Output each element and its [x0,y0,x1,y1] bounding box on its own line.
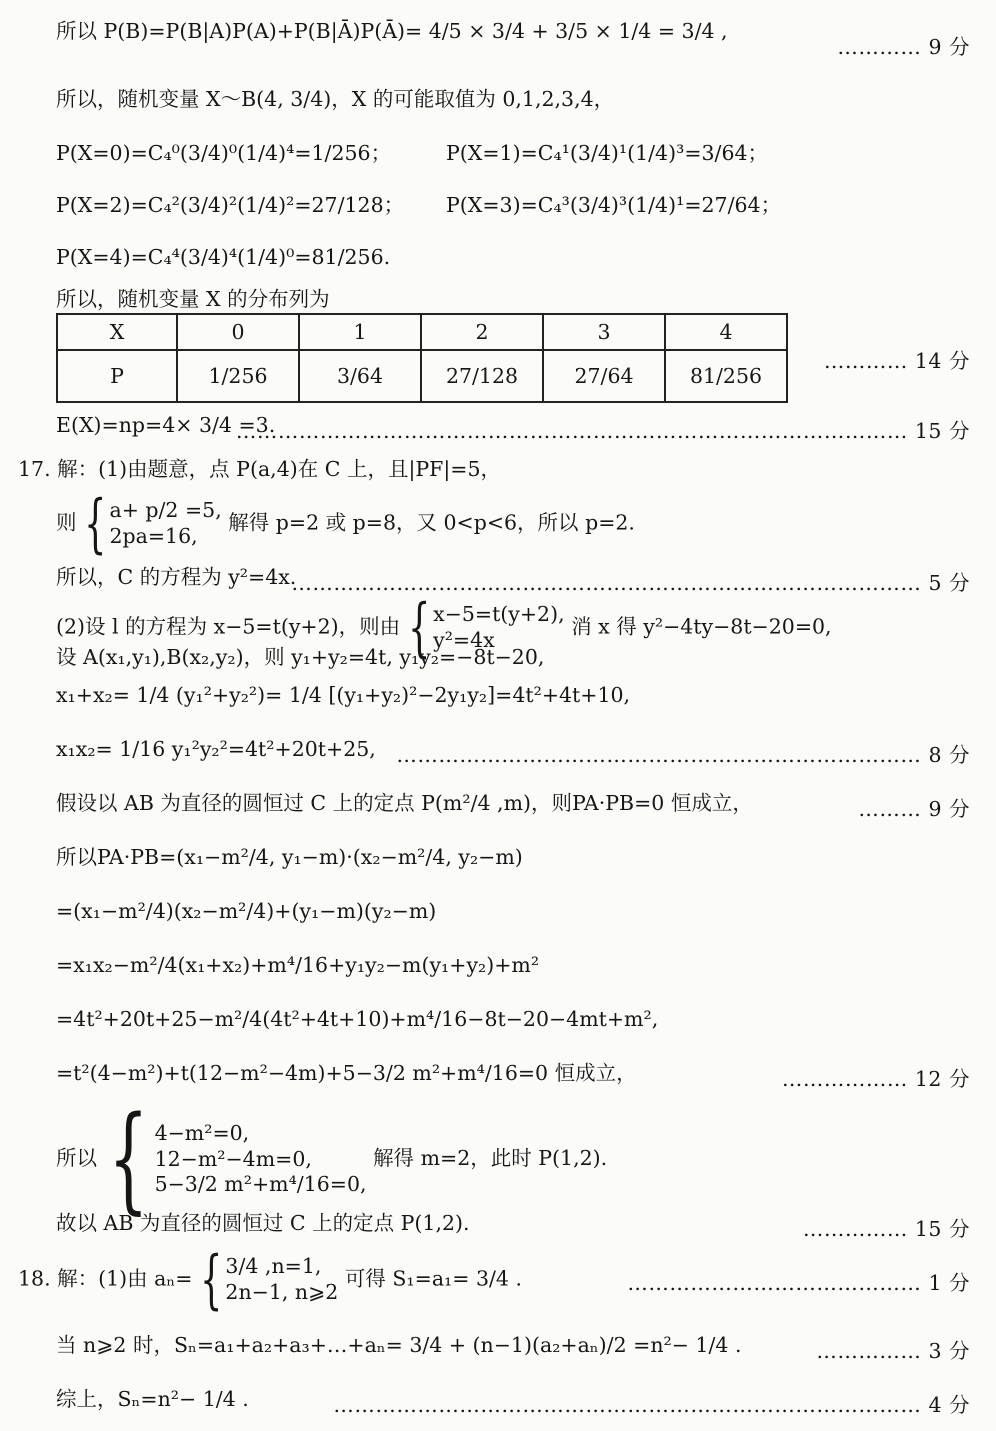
table-cell: P [57,350,177,402]
dot-product-4: =t²(4−m²)+t(12−m²−4m)+5−3/2 m²+m⁴/16=0 恒成立， [56,1061,637,1085]
dot-product-1: =(x₁−m²/4)(x₂−m²/4)+(y₁−m)(y₂−m) [56,899,437,923]
eliminate-x: 消 x 得 y²−4ty−8t−20=0, [571,614,832,639]
score-15a: …………………………………………………………………………………… 15 分 [235,419,970,443]
system-row: 5−3/2 m²+m⁴/16=0, [154,1172,367,1197]
brace-icon: { [200,1242,223,1316]
table-cell: 81/256 [665,350,787,402]
sn-summary: 综上，Sₙ=n²− 1/4 . [56,1387,249,1411]
table-cell: 3/64 [299,350,421,402]
prob-x2: P(X=2)=C₄²(3/4)²(1/4)²=27/128； [56,193,405,217]
prob-x1: P(X=1)=C₄¹(3/4)¹(1/4)³=3/64； [446,141,769,165]
table-row [57,350,787,402]
prob-x3: P(X=3)=C₄³(3/4)³(1/4)¹=27/64； [446,193,782,217]
sn-formula: 当 n⩾2 时，Sₙ=a₁+a₂+a₃+…+aₙ= 3/4 + (n−1)(a₂+aₙ)/2 =n²− 1/4 . [56,1333,742,1357]
prob-x4: P(X=4)=C₄⁴(3/4)⁴(1/4)⁰=81/256. [56,245,391,269]
dot-product-2: =x₁x₂−m²/4(x₁+x₂)+m⁴/16+y₁y₂−m(y₁+y₂)+m² [56,953,540,977]
system-row: 4−m²=0, [154,1120,250,1145]
s1-value: 可得 S₁=a₁= 3/4 . [344,1266,522,1291]
system-row: 2n−1, n⩾2 [225,1279,339,1304]
score-9: ………… 9 分 [837,35,970,59]
pb-formula: 所以 P(B)=P(B|A)P(A)+P(B|Ā)P(Ā)= 4/5 × 3/4 + 3/5 × 1/4 = 3/4 , [56,19,728,43]
q17-system-line [56,486,635,560]
m-system [104,1092,367,1226]
q17-intro: 17. 解：(1)由题意，点 P(a,4)在 C 上，且|PF|=5， [18,457,502,481]
dist-intro: 所以，随机变量 X 的分布列为 [56,287,330,311]
brace-icon: { [84,486,107,560]
score-14: ………… 14 分 [823,349,970,373]
score-3: …………… 3 分 [816,1339,970,1363]
score-12: ……………… 12 分 [781,1067,970,1091]
expectation: E(X)=np=4× 3/4 =3. [56,413,276,437]
system-row: y²=4x [433,627,495,652]
score-9b: ……… 9 分 [858,797,970,821]
q18-intro: 18. 解：(1)由 aₙ= [18,1266,193,1291]
assumption: 假设以 AB 为直径的圆恒过 C 上的定点 P(m²/4 ,m)，则PA·PB=0 恒成立， [56,791,753,815]
score-5: ……………………………………………………………………………… 5 分 [291,571,970,595]
table-row [57,314,787,350]
p-system [83,486,222,560]
so-label: 所以 [56,1145,97,1170]
table-cell: 27/64 [543,350,665,402]
line-pb [56,20,728,44]
then-label: 则 [56,510,77,535]
system-row: 3/4 ,n=1, [225,1254,322,1279]
table-cell: X [57,314,177,350]
brace-icon: { [407,590,431,664]
table-cell: 2 [421,314,543,350]
system-row: a+ p/2 =5, [109,498,222,523]
an-system [199,1242,339,1316]
table-cell: 27/128 [421,350,543,402]
table-cell: 3 [543,314,665,350]
distribution-table [56,313,788,403]
score-1: …………………………………… 1 分 [627,1271,970,1295]
table-cell: 0 [177,314,299,350]
dot-product-3: =4t²+20t+25−m²/4(4t²+4t+10)+m⁴/16−8t−20−4mt+m², [56,1007,659,1031]
score-4: ………………………………………………………………………… 4 分 [333,1393,970,1417]
table-cell: 4 [665,314,787,350]
brace-icon: { [107,1092,149,1226]
system-row: 2pa=16, [109,523,198,548]
solve-p: 解得 p=2 或 p=8，又 0<p<6，所以 p=2. [228,510,635,535]
q17-conclusion: 故以 AB 为直径的圆恒过 C 上的定点 P(1,2). [56,1211,470,1235]
solve-m: 解得 m=2，此时 P(1,2). [373,1145,608,1170]
system-row: 12−m²−4m=0, [154,1146,312,1171]
dot-product-0: 所以PA·PB=(x₁−m²/4, y₁−m)·(x₂−m²/4, y₂−m) [56,845,523,869]
system-row: x−5=t(y+2), [433,602,565,627]
table-cell: 1 [299,314,421,350]
score-15b: …………… 15 分 [802,1217,970,1241]
score-8: ………………………………………………………………… 8 分 [396,743,970,767]
prob-x0: P(X=0)=C₄⁰(3/4)⁰(1/4)⁴=1/256； [56,141,392,165]
c-equation: 所以，C 的方程为 y²=4x. [56,565,297,589]
l-equation: (2)设 l 的方程为 x−5=t(y+2)，则由 [56,614,401,639]
line-binomial: 所以，随机变量 X～B(4, 3/4)，X 的可能取值为 0,1,2,3,4， [56,87,615,111]
q18-line [18,1242,522,1316]
ab-coords: 设 A(x₁,y₁),B(x₂,y₂)，则 y₁+y₂=4t, y₁y₂=−8t−20, [56,645,545,669]
table-cell: 1/256 [177,350,299,402]
x-sum: x₁+x₂= 1/4 (y₁²+y₂²)= 1/4 [(y₁+y₂)²−2y₁y₂]=4t²+4t+10, [56,683,631,707]
x-product: x₁x₂= 1/16 y₁²y₂²=4t²+20t+25, [56,737,376,761]
